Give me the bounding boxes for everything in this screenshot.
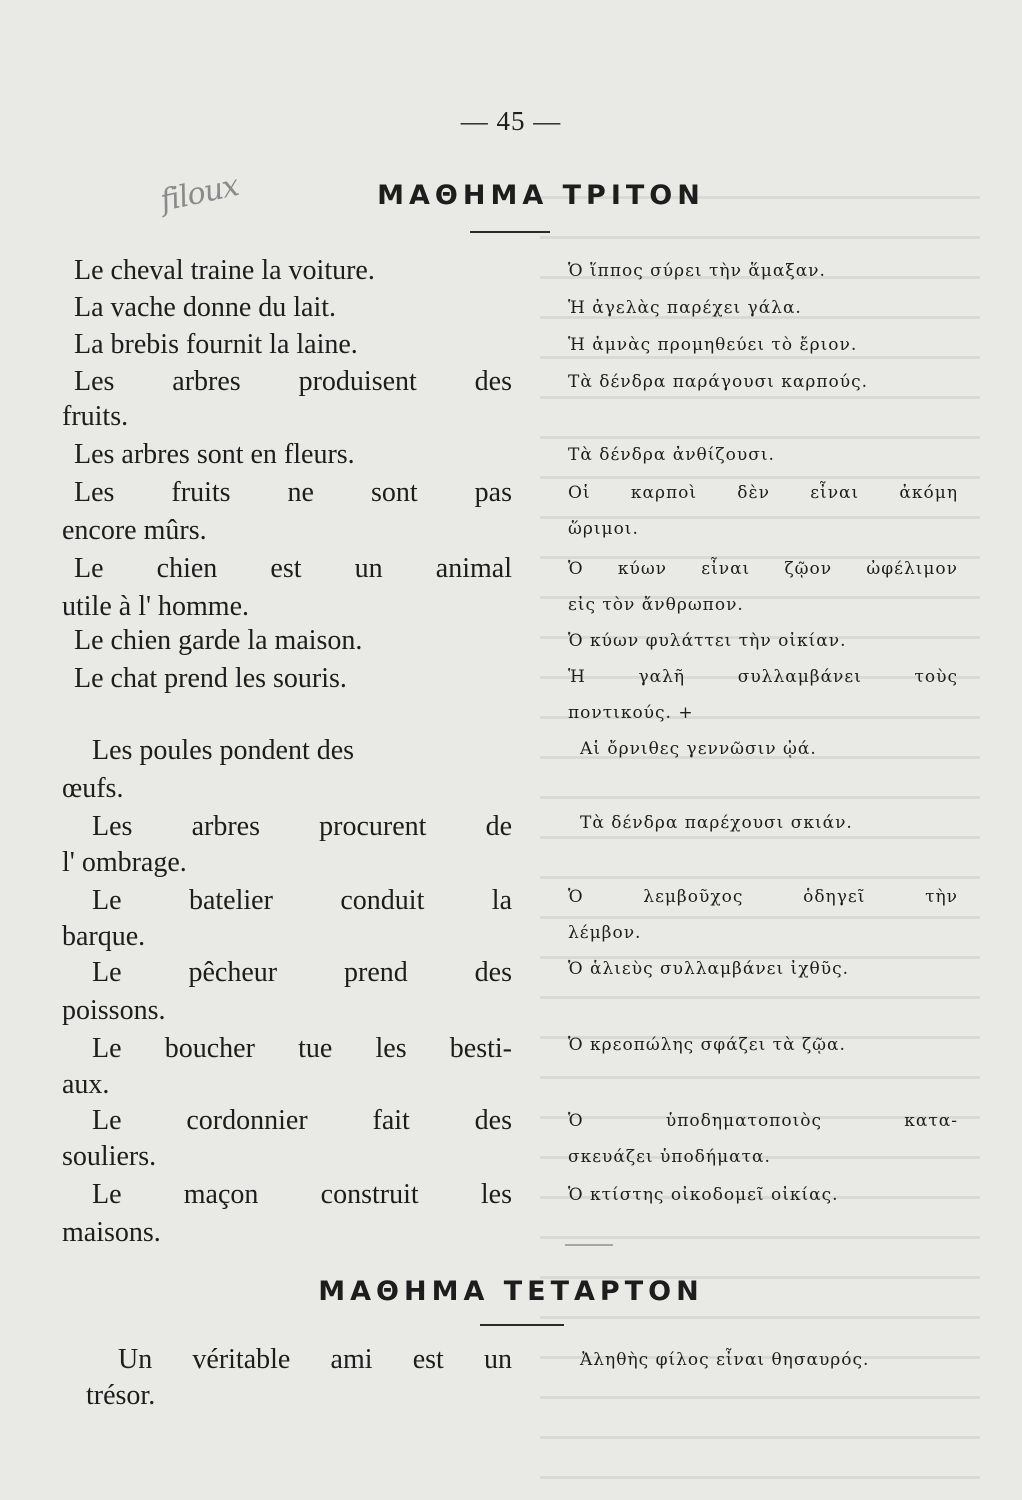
greek-line: Ὁ ὑποδηματοποιὸς κατα- — [568, 1111, 958, 1131]
faint-rule — [565, 1244, 613, 1246]
french-line: fruits. — [62, 401, 129, 432]
lesson-four-heading: ΜΑΘΗΜΑ ΤΕΤΑΡΤΟΝ — [318, 1276, 704, 1307]
greek-line: Ἡ ἀμνὰς προμηθεύει τὸ ἔριον. — [568, 335, 858, 355]
greek-line: εἰς τὸν ἄνθρωπον. — [568, 595, 744, 615]
heading-rule — [470, 231, 550, 233]
greek-line: λέμβον. — [568, 923, 642, 943]
greek-line: ποντικούς. + — [568, 703, 694, 723]
heading-rule — [480, 1324, 564, 1326]
french-line: Le boucher tue les besti- — [92, 1033, 512, 1064]
french-line: œufs. — [62, 773, 124, 804]
french-line: Les arbres produisent des — [74, 366, 512, 397]
french-line: trésor. — [86, 1380, 156, 1411]
french-line: Le cordonnier fait des — [92, 1105, 512, 1136]
french-line: Le chien est un animal — [74, 553, 512, 584]
french-line: La brebis fournit la laine. — [74, 329, 358, 360]
french-line: Le cheval traine la voiture. — [74, 255, 375, 286]
greek-line: Ὁ λεμβοῦχος ὁδηγεῖ τὴν — [568, 887, 958, 907]
greek-line: Ὁ ἁλιεὺς συλλαμβάνει ἰχθῦς. — [568, 959, 849, 979]
french-line: maisons. — [62, 1217, 161, 1248]
french-line: utile à l' homme. — [62, 591, 250, 622]
french-line: l' ombrage. — [62, 847, 187, 878]
greek-line: Ὁ κύων εἶναι ζῷον ὠφέλιμον — [568, 559, 958, 579]
french-line: Le chat prend les souris. — [74, 663, 347, 694]
french-line: Le chien garde la maison. — [74, 625, 363, 656]
greek-line: Ὁ κτίστης οἰκοδομεῖ οἰκίας. — [568, 1185, 839, 1205]
greek-line: ὥριμοι. — [568, 519, 639, 539]
french-line: Les poules pondent des — [92, 735, 355, 766]
french-line: encore mûrs. — [62, 515, 207, 546]
french-line: Les fruits ne sont pas — [74, 477, 512, 508]
greek-line: σκευάζει ὑποδήματα. — [568, 1147, 771, 1167]
margin-annotation: filoux — [157, 168, 242, 219]
french-line: Les arbres sont en fleurs. — [74, 439, 355, 470]
greek-line: Ἡ ἀγελὰς παρέχει γάλα. — [568, 298, 802, 318]
french-line: barque. — [62, 921, 146, 952]
greek-line: Τὰ δένδρα παράγουσι καρπούς. — [568, 372, 869, 392]
french-line: souliers. — [62, 1141, 157, 1172]
french-line: poissons. — [62, 995, 166, 1026]
greek-line: Τὰ δένδρα ἀνθίζουσι. — [568, 445, 775, 465]
french-line: Le batelier conduit la — [92, 885, 512, 916]
greek-line: Τὰ δένδρα παρέχουσι σκιάν. — [580, 813, 853, 833]
greek-line: Ὁ κρεοπώλης σφάζει τὰ ζῷα. — [568, 1035, 846, 1055]
greek-line: Ἡ γαλῆ συλλαμβάνει τοὺς — [568, 667, 958, 687]
greek-line: Ὁ κύων φυλάττει τὴν οἰκίαν. — [568, 631, 847, 651]
greek-line: Ἀληθὴς φίλος εἶναι θησαυρός. — [580, 1350, 870, 1370]
french-line: La vache donne du lait. — [74, 292, 337, 323]
greek-line: Αἱ ὄρνιθες γεννῶσιν ᾠά. — [580, 739, 817, 759]
french-line: Le pêcheur prend des — [92, 957, 512, 988]
french-line: Le maçon construit les — [92, 1179, 512, 1210]
page-number: — 45 — — [460, 106, 562, 136]
french-line: aux. — [62, 1069, 110, 1100]
french-line: Les arbres procurent de — [92, 811, 512, 842]
greek-line: Οἱ καρποὶ δὲν εἶναι ἀκόμη — [568, 483, 958, 503]
greek-line: Ὁ ἵππος σύρει τὴν ἅμαξαν. — [568, 261, 826, 281]
french-line: Un véritable ami est un — [118, 1344, 512, 1375]
lesson-three-heading: ΜΑΘΗΜΑ ΤΡΙΤΟΝ — [377, 180, 705, 211]
